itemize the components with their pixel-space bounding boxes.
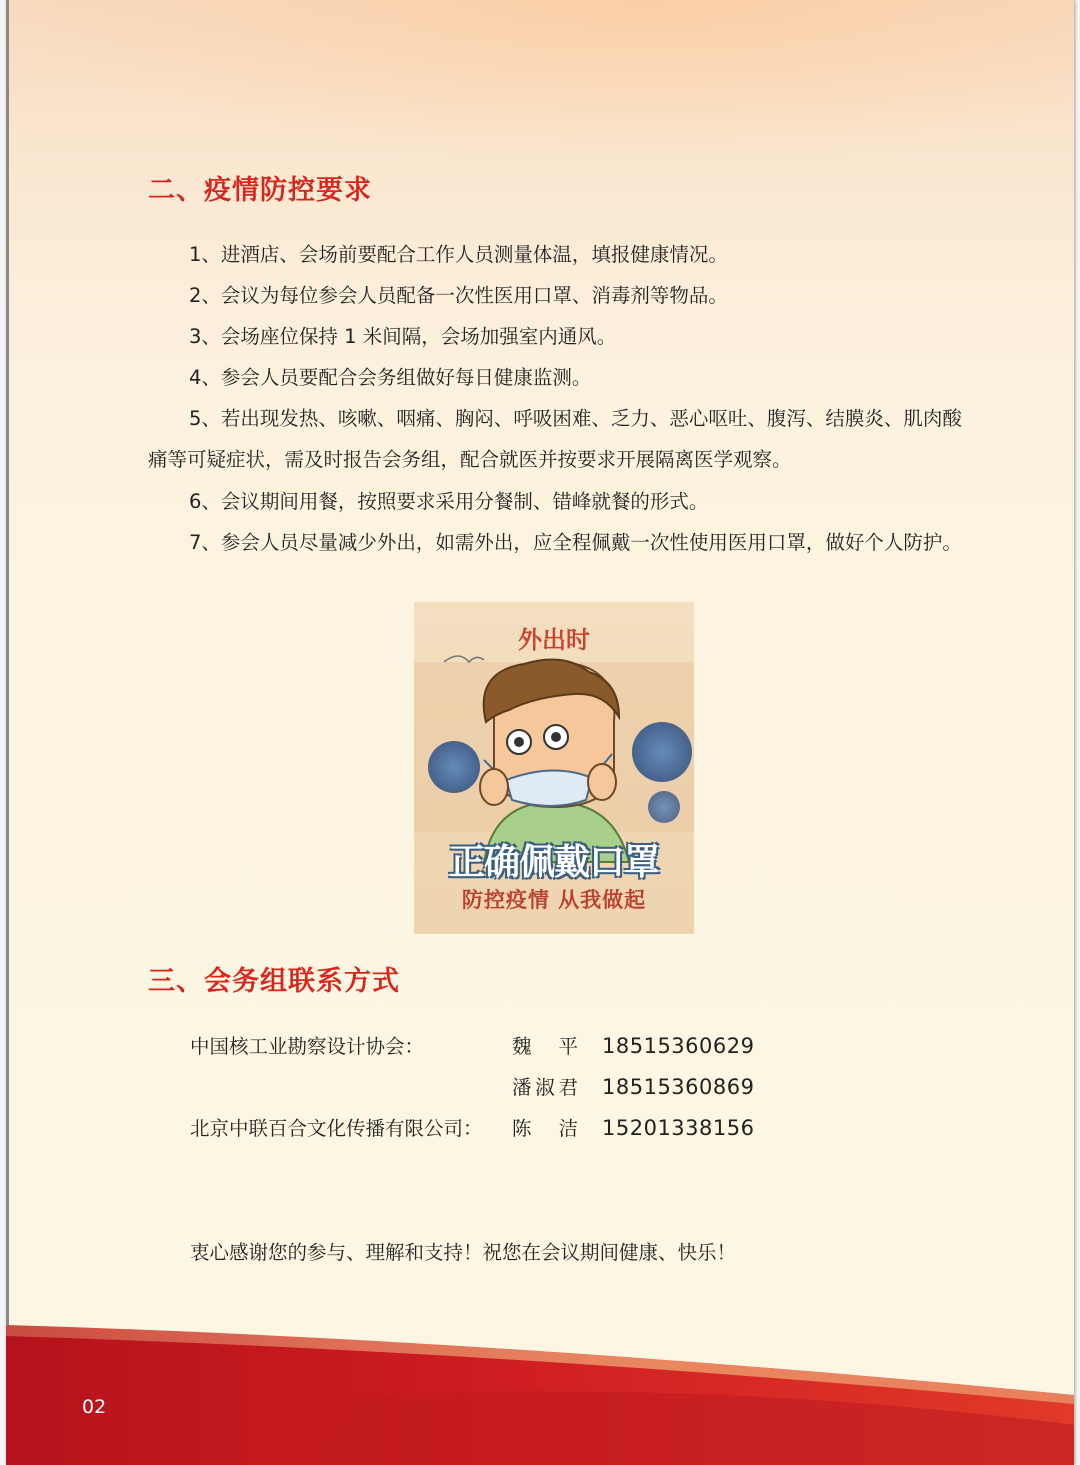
list-item: 7、参会人员尽量减少外出，如需外出，应全程佩戴一次性使用医用口罩，做好个人防护。 xyxy=(189,531,962,554)
contact-name-char: 淑 xyxy=(535,1076,555,1099)
contact-name-char: 魏 xyxy=(512,1035,532,1058)
thanks-message: 衷心感谢您的参与、理解和支持！祝您在会议期间健康、快乐！ xyxy=(190,1241,737,1264)
list-item: 2、会议为每位参会人员配备一次性医用口罩、消毒剂等物品。 xyxy=(189,284,728,307)
contact-phone: 15201338156 xyxy=(602,1116,755,1140)
contact-name-char: 君 xyxy=(558,1076,578,1099)
contact-phone: 18515360629 xyxy=(602,1034,755,1058)
contact-name xyxy=(512,1108,578,1149)
contact-row xyxy=(190,1108,810,1149)
list-item: 4、参会人员要配合会务组做好每日健康监测。 xyxy=(189,366,592,389)
red-wave-band xyxy=(6,1300,1074,1465)
contact-name xyxy=(512,1026,578,1067)
contact-name-char: 洁 xyxy=(558,1117,578,1140)
contact-phone: 18515360869 xyxy=(602,1075,755,1099)
page-number: 02 xyxy=(82,1396,107,1418)
contact-name-char: 潘 xyxy=(512,1076,532,1099)
page-edge xyxy=(6,0,9,1465)
contact-org: 中国核工业勘察设计协会： xyxy=(190,1035,425,1058)
list-item: 1、进酒店、会场前要配合工作人员测量体温，填报健康情况。 xyxy=(189,243,728,266)
contact-org: 北京中联百合文化传播有限公司： xyxy=(190,1117,483,1140)
contact-row xyxy=(190,1026,810,1067)
contact-name-char: 平 xyxy=(558,1035,578,1058)
contact-name xyxy=(512,1067,578,1108)
illustration-subtitle: 防控疫情 从我做起 xyxy=(461,888,647,912)
list-item: 6、会议期间用餐，按照要求采用分餐制、错峰就餐的形式。 xyxy=(189,490,709,513)
list-item: 3、会场座位保持 1 米间隔，会场加强室内通风。 xyxy=(189,325,617,348)
list-item: 5、若出现发热、咳嗽、咽痛、胸闷、呼吸困难、乏力、恶心呕吐、腹泻、结膜炎、肌肉酸痛等可疑症状，需及时报告会务组，配合就医并按要求开展隔离医学观察。 xyxy=(148,407,962,472)
illustration-title: 外出时 xyxy=(518,626,590,654)
contact-row xyxy=(190,1067,810,1108)
contact-name-char: 陈 xyxy=(512,1117,532,1140)
illustration-slogan: 正确佩戴口罩 xyxy=(448,842,659,883)
section-title-prevention: 二、疫情防控要求 xyxy=(148,175,372,206)
section-title-contacts: 三、会务组联系方式 xyxy=(148,966,400,997)
top-decoration xyxy=(6,0,1074,170)
mask-illustration xyxy=(414,602,694,934)
brochure-page xyxy=(6,0,1074,1465)
